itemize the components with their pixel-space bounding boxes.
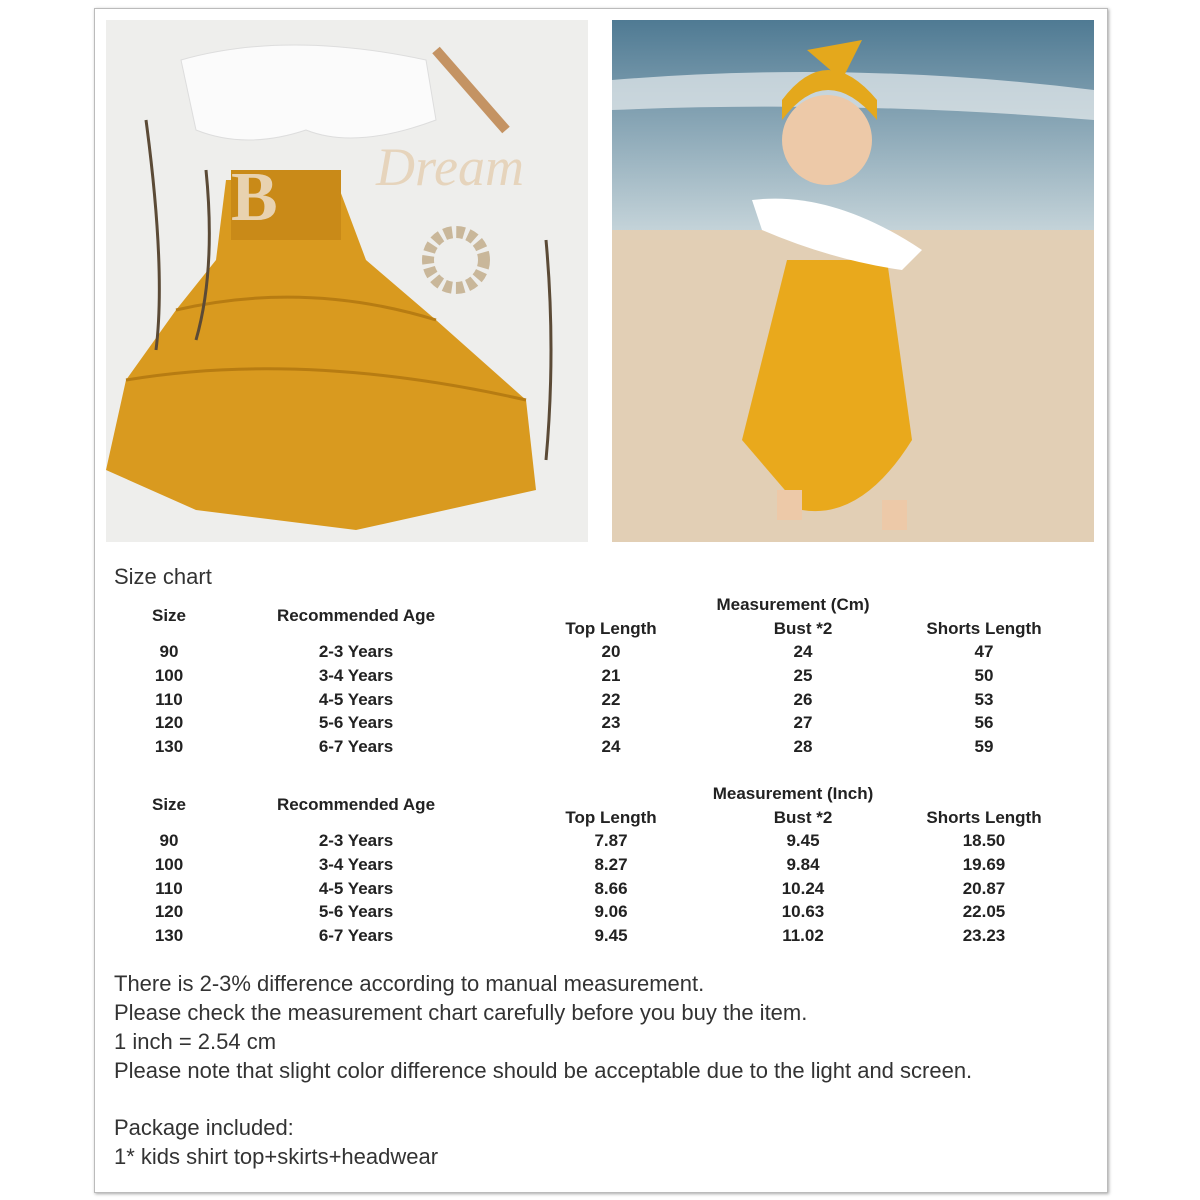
column-header-top-length: Top Length (565, 619, 657, 638)
table-cell-recommended-age: 2-3 Years (318, 642, 394, 661)
table-cell-recommended-age: 3-4 Years (318, 665, 394, 685)
column-header-top-length: Top Length (565, 808, 657, 827)
table-cell-top-length: 20 (601, 642, 621, 661)
table-cell-shorts-length: 53 (974, 689, 994, 709)
column-header-bust: Bust *2 (773, 619, 833, 638)
table-cell-bust: 27 (793, 713, 813, 733)
table-cell-recommended-age: 4-5 Years (318, 689, 394, 709)
table-cell-top-length: 8.66 (594, 878, 628, 898)
child-beach-photo (612, 20, 1094, 542)
table-cell-bust: 9.84 (786, 854, 820, 874)
table-cell-top-length: 9.45 (594, 926, 628, 946)
table-cell-size: 120 (154, 902, 184, 922)
table-cell-bust: 9.45 (786, 831, 820, 850)
table-cell-top-length: 8.27 (594, 854, 628, 874)
column-header-shorts-length: Shorts Length (926, 619, 1042, 638)
column-header-size: Size (151, 795, 187, 814)
table-cell-bust: 10.63 (781, 902, 825, 922)
table-cell-bust: 24 (793, 642, 813, 661)
table-cell-bust: 25 (793, 665, 813, 685)
table-cell-recommended-age: 4-5 Years (318, 878, 394, 898)
table-cell-bust: 26 (793, 689, 813, 709)
table-cell-shorts-length: 47 (974, 642, 994, 661)
table-cell-recommended-age: 6-7 Years (318, 926, 394, 946)
table-cell-bust: 28 (793, 737, 813, 757)
svg-text:B: B (231, 159, 278, 236)
package-contents: 1* kids shirt top+skirts+headwear (114, 1144, 439, 1169)
table-cell-size: 130 (154, 737, 184, 757)
table-cell-top-length: 21 (601, 665, 621, 685)
table-cell-top-length: 23 (601, 713, 621, 733)
table-cell-shorts-length: 19.69 (962, 854, 1006, 874)
note-measurement-difference: There is 2-3% difference according to manual measurement. (114, 971, 705, 996)
table-cell-bust: 10.24 (781, 878, 825, 898)
table-cell-recommended-age: 5-6 Years (318, 902, 394, 922)
column-header-shorts-length: Shorts Length (926, 808, 1042, 827)
product-flatlay-photo (106, 20, 588, 542)
table-cell-size: 130 (154, 926, 184, 946)
table-cell-recommended-age: 6-7 Years (318, 737, 394, 757)
table-cell-top-length: 7.87 (594, 831, 628, 850)
table-cell-bust: 11.02 (782, 926, 824, 946)
table-cell-top-length: 24 (601, 737, 621, 757)
table-cell-size: 90 (159, 831, 179, 850)
size-chart-title: Size chart (114, 564, 212, 589)
table-cell-shorts-length: 18.50 (962, 831, 1006, 850)
table-cell-size: 120 (154, 713, 184, 733)
measurement-group-header: Measurement (Cm) (716, 595, 870, 614)
table-cell-top-length: 22 (601, 689, 621, 709)
table-cell-shorts-length: 23.23 (962, 926, 1006, 946)
table-cell-recommended-age: 2-3 Years (318, 831, 394, 850)
table-cell-size: 100 (154, 854, 184, 874)
table-cell-recommended-age: 5-6 Years (318, 713, 394, 733)
table-cell-size: 110 (155, 878, 183, 898)
column-header-recommended-age: Recommended Age (276, 795, 436, 814)
table-cell-top-length: 9.06 (594, 902, 628, 922)
column-header-bust: Bust *2 (773, 808, 833, 827)
column-header-size: Size (151, 606, 187, 625)
table-cell-shorts-length: 59 (974, 737, 994, 757)
column-header-recommended-age: Recommended Age (276, 606, 436, 625)
measurement-group-header: Measurement (Inch) (712, 784, 874, 803)
table-cell-shorts-length: 56 (974, 713, 994, 733)
table-cell-size: 90 (159, 642, 179, 661)
package-label: Package included: (114, 1115, 294, 1140)
note-check-chart: Please check the measurement chart carefully before you buy the item. (114, 1000, 808, 1025)
note-color-difference: Please note that slight color difference should be acceptable due to the light and screen. (114, 1058, 973, 1083)
table-cell-recommended-age: 3-4 Years (318, 854, 394, 874)
table-cell-shorts-length: 22.05 (962, 902, 1006, 922)
svg-text:Dream: Dream (376, 137, 524, 197)
note-inch-conversion: 1 inch = 2.54 cm (114, 1029, 277, 1054)
table-cell-shorts-length: 50 (974, 665, 994, 685)
table-cell-size: 110 (155, 689, 183, 709)
table-cell-size: 100 (154, 665, 184, 685)
table-cell-shorts-length: 20.87 (962, 878, 1006, 898)
